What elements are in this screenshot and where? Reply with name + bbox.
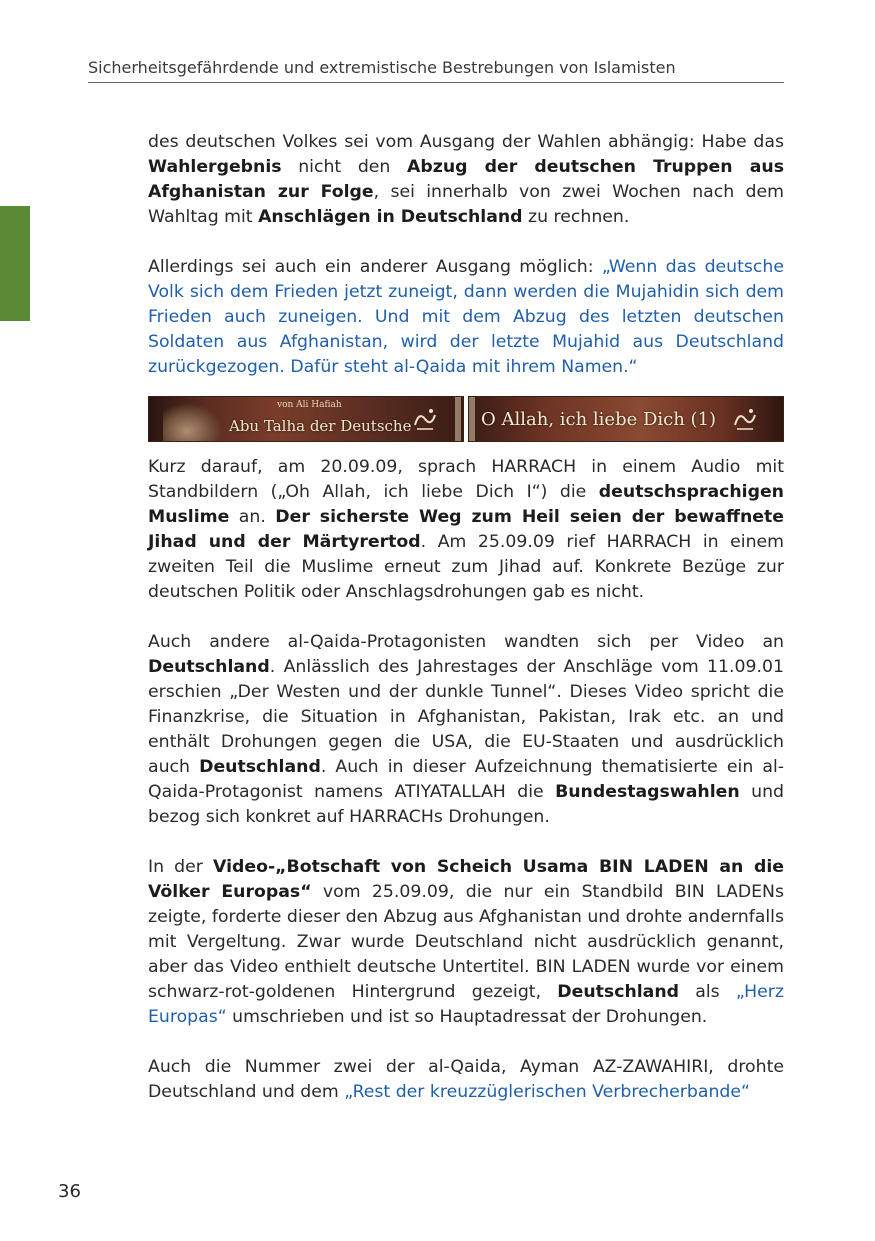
p1-text-2: nicht den: [281, 157, 408, 177]
page-number: 36: [58, 1181, 81, 1202]
p5-text-4: umschrieben und ist so Hauptadressat der Drohungen.: [226, 1007, 708, 1027]
banner-left-name: Abu Talha der Deutsche: [229, 417, 412, 435]
p3-bold-muslime: deutschsprachigen Muslime: [148, 482, 784, 527]
p5-quote: „Herz Europas“: [148, 982, 784, 1027]
paragraph-5: [148, 855, 784, 1030]
p4-bold-deutschland-1: Deutschland: [148, 657, 270, 677]
p1-bold-wahlergebnis: Wahlergebnis: [148, 157, 282, 177]
p4-bold-bundestagswahlen: Bundestagswahlen: [555, 782, 740, 802]
calligraphy-emblem-icon: [411, 405, 439, 433]
banner-figure-silhouette: [163, 403, 223, 442]
running-header: [88, 58, 784, 83]
paragraph-1: [148, 130, 784, 230]
p3-text-3: . Am 25.09.09 rief HARRACH in einem zweiten Teil die Muslime erneut zum Jihad auf. Konkrete Bezüge zur deutschen Politik oder Anschlagsdrohungen gab es nicht.: [148, 532, 784, 602]
banner-left-panel: [148, 396, 464, 442]
p1-text-3: , sei innerhalb von zwei Wochen nach dem Wahltag mit: [148, 182, 784, 227]
p3-text-1: Kurz darauf, am 20.09.09, sprach HARRACH in einem Audio mit Standbildern („Oh Allah, ich liebe Dich I“) die: [148, 457, 784, 502]
p2-text-1: Allerdings sei auch ein anderer Ausgang möglich:: [148, 257, 602, 277]
p4-text-4: und bezog sich konkret auf HARRACHs Drohungen.: [148, 782, 784, 827]
paragraph-3: [148, 455, 784, 605]
p1-bold-abzug: Abzug der deutschen Truppen aus Afghanistan zur Folge: [148, 157, 784, 202]
banner-left-small-text: von Ali Hafiah: [277, 400, 342, 410]
banner-left-edge: [455, 397, 461, 441]
p4-text-1: Auch andere al-Qaida-Protagonisten wandten sich per Video an: [148, 632, 784, 652]
p5-text-3: als: [679, 982, 736, 1002]
p4-text-3: . Auch in dieser Aufzeichnung thematisierte ein al-Qaida-Protagonist namens ATIYATALLAH die: [148, 757, 784, 802]
p6-quote: „Rest der kreuzzüglerischen Verbrecherbande“: [344, 1082, 750, 1102]
p1-bold-anschlaege: Anschlägen in Deutschland: [258, 207, 523, 227]
p5-text-2: vom 25.09.09, die nur ein Standbild BIN LADENs zeigte, forderte dieser den Abzug aus Afghanistan und drohte andernfalls mit Vergeltung. Zwar wurde Deutschland nicht ausdrücklich genannt, aber das Video enthielt deutsche Untertitel. BIN LADEN wurde vor einem schwarz-rot-goldenen Hintergrund gezeigt,: [148, 882, 784, 1002]
banner-right-panel: [468, 396, 784, 442]
p4-text-2: . Anlässlich des Jahrestages der Anschläge vom 11.09.01 erschien „Der Westen und der dunkle Tunnel“. Dieses Video spricht die Finanzkrise, die Situation in Afghanistan, Pakistan, Irak etc. an und enthält Drohungen gegen die USA, die EU-Staaten und ausdrücklich auch: [148, 657, 784, 777]
banner-right-edge: [469, 397, 475, 441]
banner-right-title: O Allah, ich liebe Dich (1): [481, 409, 717, 430]
paragraph-4: [148, 630, 784, 830]
paragraph-6: [148, 1055, 784, 1105]
p5-text-1: In der: [148, 857, 214, 877]
p6-text-1: Auch die Nummer zwei der al-Qaida, Ayman AZ-ZAWAHIRI, drohte Deutschland und dem: [148, 1057, 784, 1102]
p5-bold-video-title: Video-„Botschaft von Scheich Usama BIN LADEN an die Völker Europas“: [148, 857, 784, 902]
p3-bold-jihad: Der sicherste Weg zum Heil seien der bewaffnete Jihad und der Märtyrertod: [148, 507, 784, 552]
running-header-title: Sicherheitsgefährdende und extremistische Bestrebungen von Islamisten: [88, 58, 676, 77]
p3-text-2: an.: [229, 507, 276, 527]
calligraphy-emblem-icon: [731, 405, 759, 433]
p2-quote: „Wenn das deutsche Volk sich dem Frieden jetzt zuneigt, dann werden die Mujahidin sich dem Frieden auch zuneigen. Und mit dem Abzug des letzten deutschen Soldaten aus Afghanistan, wird der letzte Mujahid aus Deutschland zurückgezogen. Dafür steht al-Qaida mit ihrem Namen.“: [148, 257, 784, 377]
p4-bold-deutschland-2: Deutschland: [199, 757, 321, 777]
video-banner-image: [148, 396, 784, 442]
p1-text-1: des deutschen Volkes sei vom Ausgang der Wahlen abhängig: Habe das: [148, 132, 784, 152]
p1-text-4: zu rechnen.: [522, 207, 630, 227]
p5-bold-deutschland: Deutschland: [557, 982, 680, 1002]
paragraph-2: [148, 255, 784, 380]
chapter-side-tab: [0, 206, 30, 321]
